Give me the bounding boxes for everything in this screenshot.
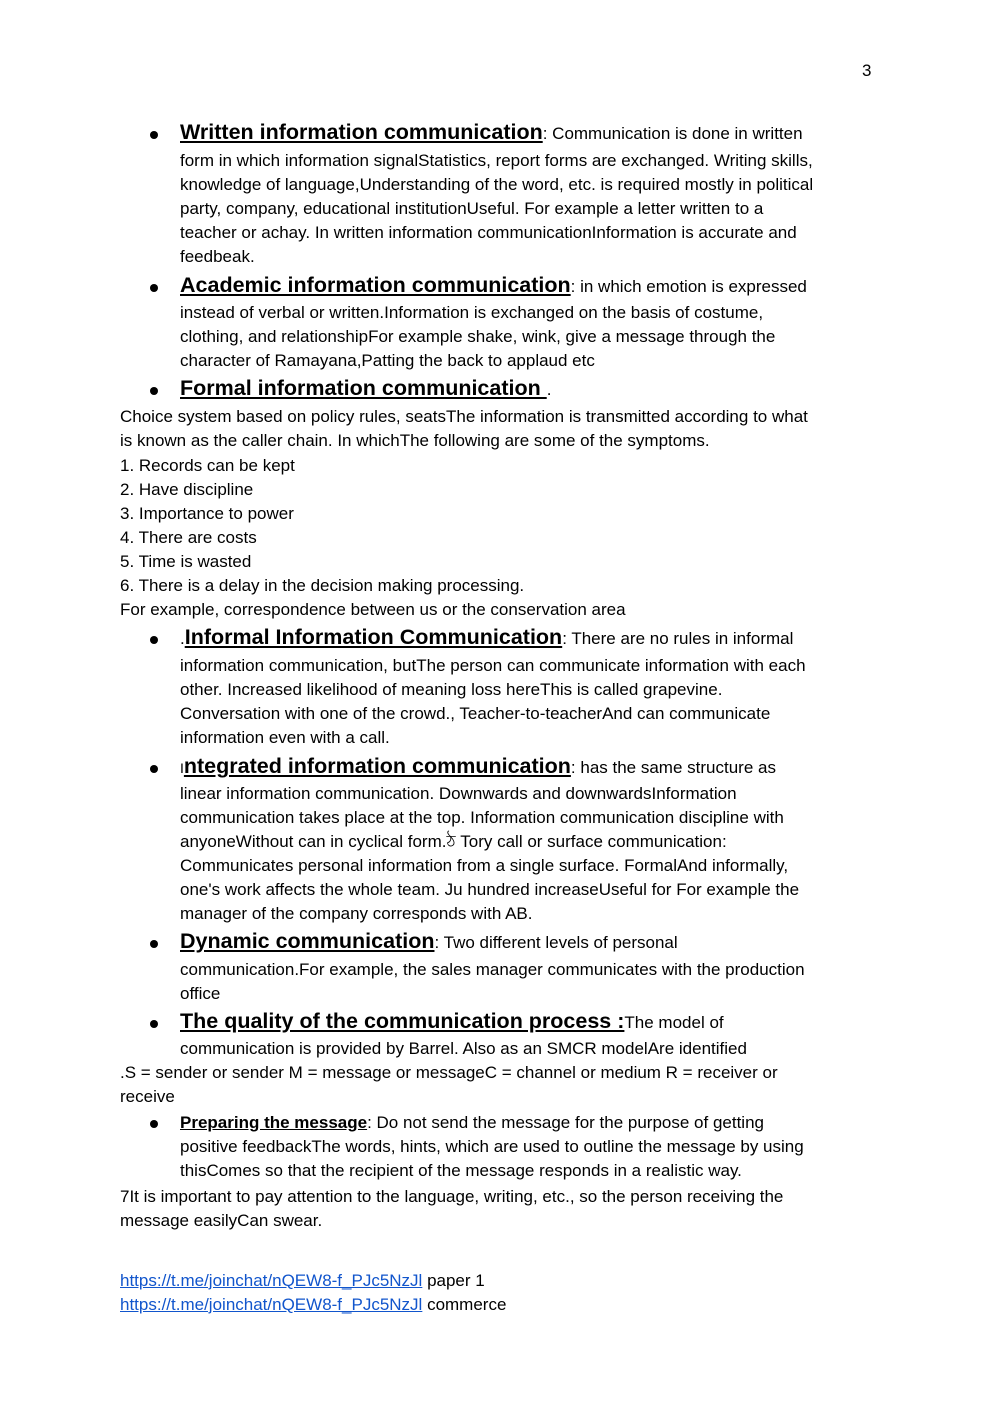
body-text: knowledge of language,Understanding of the word, etc. is required mostly in political	[180, 175, 814, 194]
body-text: : Communication is done in written	[542, 124, 803, 143]
body-text: : Do not send the message for the purpose of getting	[367, 1113, 764, 1132]
body-text: .	[546, 380, 552, 399]
body-text: .S = sender or sender M = message or messageC = channel or medium R = receiver or	[120, 1063, 778, 1082]
body-text: clothing, and relationshipFor example shake, wink, give a message through the	[180, 327, 776, 346]
section-heading-informal: Informal Information Communication	[184, 625, 563, 649]
body-text: anyoneWithout can in cyclical form.ঠ Tory call or surface communication:	[180, 832, 727, 851]
bullet-icon	[150, 940, 158, 948]
body-text: teacher or achay. In written information communicationInformation is accurate and	[180, 223, 797, 242]
body-text: thisComes so that the recipient of the message responds in a realistic way.	[180, 1161, 742, 1180]
section-heading-dynamic: Dynamic communication	[180, 929, 435, 953]
section-heading-formal: Formal information communication	[180, 376, 547, 400]
informal-section-line	[180, 625, 793, 651]
body-text: party, company, educational institutionUseful. For example a letter written to a	[180, 199, 764, 218]
body-text: communication.For example, the sales manager communicates with the production	[180, 960, 805, 979]
page-number: 3	[862, 61, 872, 80]
body-text: positive feedbackThe words, hints, which are used to outline the message by using	[180, 1137, 804, 1156]
body-text: 7It is important to pay attention to the language, writing, etc., so the person receiving the	[120, 1187, 784, 1206]
body-text: is known as the caller chain. In whichThe following are some of the symptoms.	[120, 431, 710, 450]
body-text: one's work affects the whole team. Ju hundred increaseUseful for For example the	[180, 880, 800, 899]
written-section-line	[180, 120, 803, 146]
formal-section-line	[180, 376, 551, 402]
bullet-icon	[150, 1020, 158, 1028]
bullet-icon	[150, 765, 158, 773]
list-item: 4. There are costs	[120, 528, 257, 547]
body-text: linear information communication. Downwards and downwardsInformation	[180, 784, 737, 803]
list-item: 5. Time is wasted	[120, 552, 252, 571]
academic-section-line	[180, 273, 807, 299]
body-text: Communicates personal information from a single surface. FormalAnd informally,	[180, 856, 789, 875]
body-text: communication takes place at the top. Information communication discipline with	[180, 808, 784, 827]
body-text: information communication, butThe person can communicate information with each	[180, 656, 806, 675]
section-heading-quality: The quality of the communication process :	[180, 1009, 625, 1033]
preparing-section-line	[180, 1111, 764, 1135]
bullet-icon	[150, 387, 158, 395]
bullet-icon	[150, 131, 158, 139]
section-heading-preparing: Preparing the message	[180, 1113, 368, 1132]
footer-link-row	[120, 1269, 485, 1293]
section-heading-written: Written information communication	[180, 120, 543, 144]
body-text: Choice system based on policy rules, seatsThe information is transmitted according to what	[120, 407, 808, 426]
body-text: Conversation with one of the crowd., Teacher-to-teacherAnd can communicate	[180, 704, 771, 723]
body-text: message easilyCan swear.	[120, 1211, 323, 1230]
body-text: : has the same structure as	[570, 758, 776, 777]
quality-section-line	[180, 1009, 724, 1035]
body-text: receive	[120, 1087, 175, 1106]
body-text: .	[180, 629, 185, 648]
body-text: : Two different levels of personal	[434, 933, 678, 952]
list-item: 2. Have discipline	[120, 480, 254, 499]
section-heading-integrated: ntegrated information communication	[183, 754, 571, 778]
body-text: The model of	[624, 1013, 724, 1032]
telegram-link[interactable]: https://t.me/joinchat/nQEW8-f_PJc5NzJl	[120, 1295, 423, 1314]
body-text: : in which emotion is expressed	[570, 277, 807, 296]
body-text: other. Increased likelihood of meaning loss hereThis is called grapevine.	[180, 680, 723, 699]
dynamic-section-line	[180, 929, 678, 955]
body-text: character of Ramayana,Patting the back to applaud etc	[180, 351, 595, 370]
body-text: For example, correspondence between us or the conservation area	[120, 600, 626, 619]
list-item: 3. Importance to power	[120, 504, 294, 523]
body-text: information even with a call.	[180, 728, 390, 747]
link-label: paper 1	[422, 1271, 485, 1290]
footer-link-row	[120, 1293, 506, 1317]
section-heading-academic: Academic information communication	[180, 273, 571, 297]
bullet-icon	[150, 284, 158, 292]
body-text: I	[180, 760, 184, 776]
list-item: 6. There is a delay in the decision making processing.	[120, 576, 525, 595]
link-label: commerce	[422, 1295, 507, 1314]
list-item: 1. Records can be kept	[120, 456, 295, 475]
bullet-icon	[150, 636, 158, 644]
body-text: : There are no rules in informal	[562, 629, 794, 648]
body-text: office	[180, 984, 221, 1003]
body-text: manager of the company corresponds with AB.	[180, 904, 533, 923]
body-text: feedbeak.	[180, 247, 255, 266]
integrated-section-line	[180, 754, 776, 780]
body-text: instead of verbal or written.Information is exchanged on the basis of costume,	[180, 303, 764, 322]
body-text: form in which information signalStatistics, report forms are exchanged. Writing skills,	[180, 151, 813, 170]
bullet-icon	[150, 1120, 158, 1128]
telegram-link[interactable]: https://t.me/joinchat/nQEW8-f_PJc5NzJl	[120, 1271, 423, 1290]
body-text: communication is provided by Barrel. Also as an SMCR modelAre identified	[180, 1039, 747, 1058]
